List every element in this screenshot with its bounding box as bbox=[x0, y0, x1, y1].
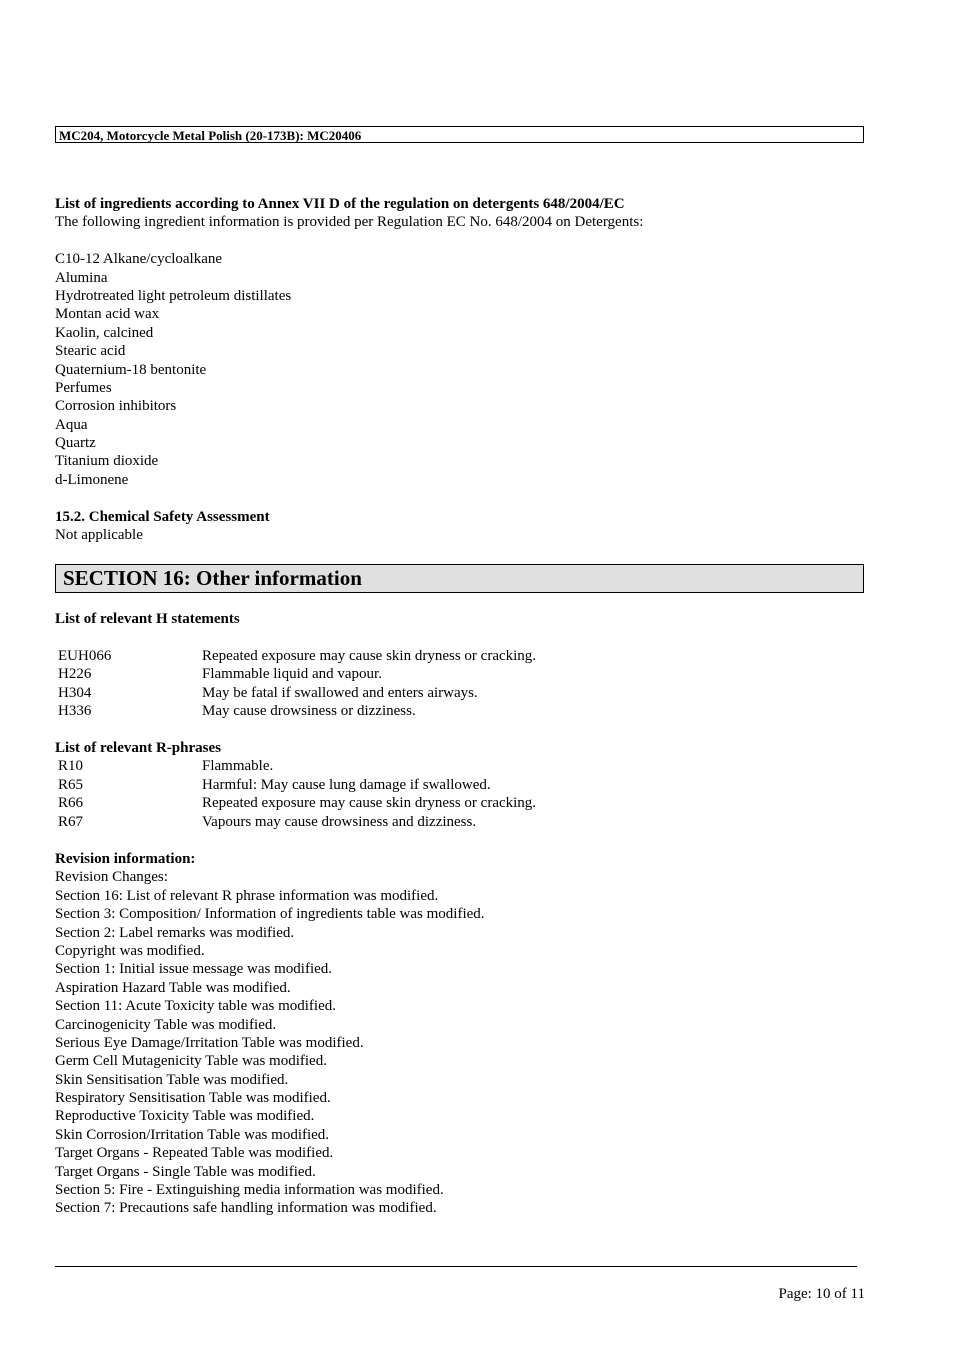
revision-item: Section 11: Acute Toxicity table was modified. bbox=[55, 998, 336, 1015]
revision-item: Target Organs - Single Table was modified. bbox=[55, 1163, 316, 1180]
page-number: Page: 10 of 11 bbox=[778, 1286, 865, 1302]
revision-item: Revision Changes: bbox=[55, 869, 168, 886]
ingredients-heading: List of ingredients according to Annex VII D of the regulation on detergents 648/2004/EC bbox=[55, 196, 625, 212]
statement-text: Harmful: May cause lung damage if swallowed. bbox=[202, 776, 491, 793]
h-statements-heading: List of relevant H statements bbox=[55, 611, 240, 627]
table-row bbox=[55, 813, 536, 831]
revision-heading: Revision information: bbox=[55, 851, 196, 867]
table-row bbox=[55, 684, 536, 702]
ingredient-item: Montan acid wax bbox=[55, 306, 160, 323]
revision-item: Section 1: Initial issue message was modified. bbox=[55, 961, 333, 978]
ingredient-item: Aqua bbox=[55, 416, 88, 433]
table-row bbox=[55, 647, 536, 665]
ingredients-intro: The following ingredient information is provided per Regulation EC No. 648/2004 on Detergents: bbox=[55, 214, 644, 231]
ingredient-item: Kaolin, calcined bbox=[55, 324, 154, 341]
statement-code: R67 bbox=[58, 813, 84, 830]
revision-block bbox=[55, 850, 485, 1218]
revision-item: Skin Corrosion/Irritation Table was modified. bbox=[55, 1126, 330, 1143]
statement-text: May be fatal if swallowed and enters airways. bbox=[202, 684, 478, 701]
h-statements-table bbox=[55, 647, 536, 721]
statement-code: H336 bbox=[58, 702, 92, 719]
csa-block bbox=[55, 508, 270, 545]
statement-text: Repeated exposure may cause skin dryness or cracking. bbox=[202, 795, 537, 812]
statement-code: R66 bbox=[58, 795, 84, 812]
statement-code: R10 bbox=[58, 758, 84, 775]
section-16-title: SECTION 16: Other information bbox=[55, 564, 864, 593]
ingredient-list bbox=[55, 250, 643, 489]
ingredient-item: d-Limonene bbox=[55, 471, 129, 488]
statement-code: H226 bbox=[58, 666, 92, 683]
ingredient-item: Hydrotreated light petroleum distillates bbox=[55, 287, 292, 304]
footer-divider bbox=[55, 1266, 857, 1267]
revision-item: Section 3: Composition/ Information of ingredients table was modified. bbox=[55, 906, 485, 923]
table-row bbox=[55, 702, 536, 720]
ingredient-item: C10-12 Alkane/cycloalkane bbox=[55, 251, 223, 268]
r-phrases-heading: List of relevant R-phrases bbox=[55, 740, 221, 756]
revision-item: Skin Sensitisation Table was modified. bbox=[55, 1071, 289, 1088]
ingredient-item: Stearic acid bbox=[55, 343, 126, 360]
table-row bbox=[55, 757, 536, 775]
revision-item: Section 5: Fire - Extinguishing media information was modified. bbox=[55, 1182, 444, 1199]
statement-text: May cause drowsiness or dizziness. bbox=[202, 702, 416, 719]
statement-code: EUH066 bbox=[58, 647, 112, 664]
revision-item: Section 7: Precautions safe handling information was modified. bbox=[55, 1200, 437, 1217]
statement-code: R65 bbox=[58, 776, 84, 793]
r-phrases-block bbox=[55, 739, 536, 831]
ingredient-item: Quaternium-18 bentonite bbox=[55, 361, 207, 378]
table-row bbox=[55, 776, 536, 794]
r-phrases-table bbox=[55, 757, 536, 831]
ingredients-block bbox=[55, 195, 643, 489]
h-statements-block bbox=[55, 610, 536, 720]
ingredient-item: Perfumes bbox=[55, 379, 112, 396]
revision-item: Respiratory Sensitisation Table was modified. bbox=[55, 1090, 331, 1107]
statement-text: Flammable liquid and vapour. bbox=[202, 666, 382, 683]
revision-item: Carcinogenicity Table was modified. bbox=[55, 1016, 277, 1033]
revision-item: Section 16: List of relevant R phrase information was modified. bbox=[55, 887, 439, 904]
csa-heading: 15.2. Chemical Safety Assessment bbox=[55, 509, 270, 525]
revision-item: Germ Cell Mutagenicity Table was modified. bbox=[55, 1053, 327, 1070]
statement-text: Vapours may cause drowsiness and dizziness. bbox=[202, 813, 477, 830]
table-row bbox=[55, 665, 536, 683]
revision-item: Aspiration Hazard Table was modified. bbox=[55, 979, 291, 996]
table-row bbox=[55, 794, 536, 812]
revision-item: Section 2: Label remarks was modified. bbox=[55, 924, 295, 941]
csa-text: Not applicable bbox=[55, 527, 143, 544]
document-header: MC204, Motorcycle Metal Polish (20-173B): MC20406 bbox=[55, 126, 864, 143]
statement-text: Repeated exposure may cause skin dryness or cracking. bbox=[202, 647, 537, 664]
statement-code: H304 bbox=[58, 684, 92, 701]
revision-item: Target Organs - Repeated Table was modified. bbox=[55, 1145, 334, 1162]
statement-text: Flammable. bbox=[202, 758, 274, 775]
ingredient-item: Titanium dioxide bbox=[55, 453, 159, 470]
revision-list bbox=[55, 868, 485, 1217]
revision-item: Reproductive Toxicity Table was modified. bbox=[55, 1108, 315, 1125]
ingredient-item: Corrosion inhibitors bbox=[55, 398, 177, 415]
revision-item: Serious Eye Damage/Irritation Table was modified. bbox=[55, 1034, 364, 1051]
revision-item: Copyright was modified. bbox=[55, 942, 205, 959]
ingredient-item: Quartz bbox=[55, 435, 96, 452]
ingredient-item: Alumina bbox=[55, 269, 108, 286]
